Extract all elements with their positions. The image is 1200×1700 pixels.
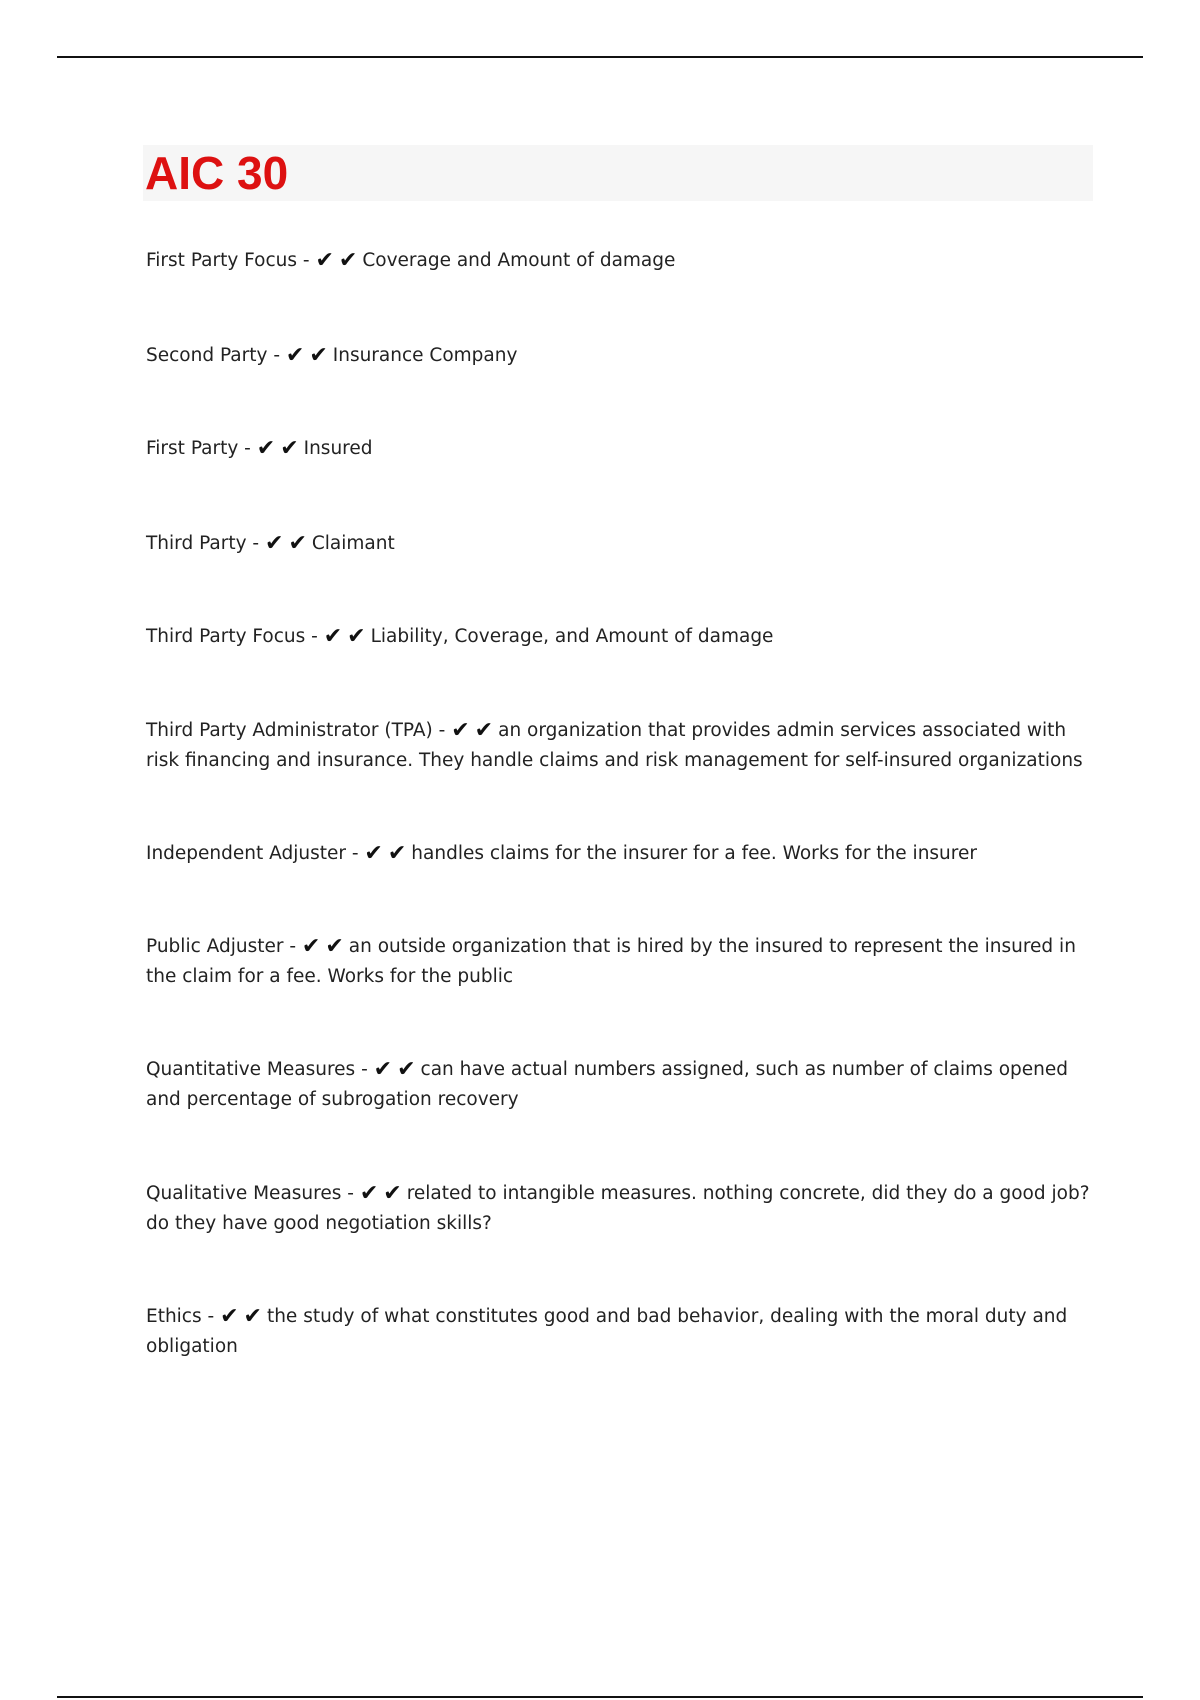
check-icon: ✔ [364, 841, 383, 866]
entry-separator: - [345, 843, 359, 864]
check-icon: ✔ [256, 436, 276, 461]
entry-separator: - [201, 1306, 215, 1327]
entry-term: Quantitative Measures [146, 1059, 356, 1080]
entry-definition: an organization that provides admin services associated with risk financing and insurance. They handle claims and risk management for self-insured organizations [146, 720, 1083, 771]
entry-term: Qualitative Measures [146, 1183, 342, 1204]
entry-term: Public Adjuster [146, 936, 284, 957]
check-icon: ✔ [474, 718, 494, 743]
check-icon: ✔ [359, 1181, 379, 1206]
check-icon: ✔ [325, 934, 344, 959]
entry-definition: the study of what constitutes good and bad behavior, dealing with the moral duty and obligation [146, 1306, 1068, 1357]
check-icon: ✔ [383, 1181, 402, 1206]
entry-definition: an outside organization that is hired by the insured to represent the insured in the claim for a fee. Works for the public [146, 936, 1076, 987]
check-icon: ✔ [315, 248, 334, 273]
glossary-entry [146, 932, 1096, 992]
entry-definition: Insurance Company [332, 345, 518, 366]
entry-definition: Coverage and Amount of damage [362, 250, 676, 271]
check-icon: ✔ [265, 531, 284, 556]
entry-term: Third Party Administrator (TPA) [146, 720, 433, 741]
entry-definition: can have actual numbers assigned, such as number of claims opened and percentage of subrogation recovery [146, 1059, 1069, 1110]
glossary-entry [146, 529, 1096, 559]
check-icon: ✔ [397, 1057, 416, 1082]
check-icon: ✔ [323, 624, 343, 649]
check-icon: ✔ [285, 343, 305, 368]
entry-separator: - [297, 250, 310, 271]
entry-separator: - [432, 720, 446, 741]
check-icon: ✔ [373, 1057, 393, 1082]
check-icon: ✔ [243, 1304, 262, 1329]
entry-term: Second Party [146, 345, 268, 366]
glossary-entry [146, 1302, 1096, 1362]
check-icon: ✔ [301, 934, 321, 959]
entry-definition: Liability, Coverage, and Amount of damage [370, 626, 774, 647]
check-icon: ✔ [280, 436, 299, 461]
check-icon: ✔ [220, 1304, 239, 1329]
glossary-entry [146, 434, 1096, 464]
check-icon: ✔ [347, 624, 366, 649]
entry-term: Independent Adjuster [146, 843, 346, 864]
check-icon: ✔ [288, 531, 307, 556]
glossary-entry [146, 839, 1096, 869]
glossary-entry [146, 1179, 1096, 1239]
entry-definition: Claimant [311, 533, 395, 554]
entry-definition: Insured [303, 438, 373, 459]
entry-definition: handles claims for the insurer for a fee. Works for the insurer [411, 843, 977, 864]
entry-separator: - [341, 1183, 354, 1204]
bottom-divider [57, 1696, 1143, 1698]
entry-separator: - [283, 936, 297, 957]
entry-definition: related to intangible measures. nothing concrete, did they do a good job? do they have good negotiation skills? [146, 1183, 1090, 1234]
check-icon: ✔ [309, 343, 328, 368]
entry-separator: - [267, 345, 280, 366]
entry-separator: - [355, 1059, 368, 1080]
glossary-entry [146, 341, 1096, 371]
entry-term: Ethics [146, 1306, 202, 1327]
page-title: AIC 30 [145, 147, 289, 199]
entry-term: Third Party [146, 533, 247, 554]
entry-term: First Party Focus [146, 250, 297, 271]
check-icon: ✔ [451, 718, 470, 743]
check-icon: ✔ [387, 841, 407, 866]
glossary-entry [146, 1055, 1096, 1115]
entry-separator: - [246, 533, 260, 554]
glossary-entry [146, 716, 1096, 776]
entry-term: Third Party Focus [146, 626, 306, 647]
entry-term: First Party [146, 438, 239, 459]
glossary-entry [146, 246, 1096, 276]
check-icon: ✔ [338, 248, 358, 273]
glossary-entry [146, 622, 1096, 652]
top-divider [57, 56, 1143, 58]
entry-separator: - [238, 438, 251, 459]
entry-separator: - [305, 626, 318, 647]
